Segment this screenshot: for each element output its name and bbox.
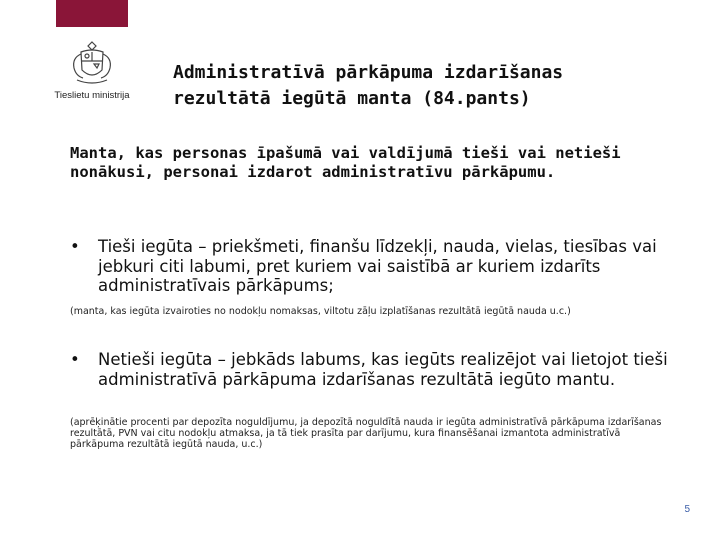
logo-caption: Tieslietu ministrija bbox=[54, 90, 130, 101]
intro-definition: Manta, kas personas īpašumā vai valdījumā tieši vai netieši nonākusi, personai izdarot administratīvu pārkāpumu. bbox=[70, 144, 621, 181]
brand-color-bar bbox=[56, 0, 128, 27]
title-line-1: Administratīvā pārkāpuma izdarīšanas bbox=[173, 62, 564, 83]
page-number: 5 bbox=[684, 504, 690, 515]
bullet-direct-text: Tieši iegūta – priekšmeti, finanšu līdzekļi, nauda, vielas, tiesības vai jebkuri citi labumi, pret kuriem vai saistībā ar kuriem izdarīts administratīvais pārkāpums; bbox=[98, 237, 657, 295]
bullet-indirect bbox=[70, 350, 690, 389]
bullet-indirect-note: (aprēķinātie procenti par depozīta noguldījumu, ja depozītā noguldītā nauda ir iegūta administratīvā pārkāpuma izdarīšanas rezultātā, PVN vai citu nodokļu atmaksa, ja tā tiek prasīta par darījumu, kura finansēšanai izmantota administratīvā pārkāpuma rezultātā iegūtā nauda, u.c.) bbox=[70, 417, 662, 450]
bullet-marker: • bbox=[70, 237, 80, 256]
page-title bbox=[173, 60, 693, 112]
bullet-direct-note: (manta, kas iegūta izvairoties no nodokļu nomaksas, viltotu zāļu izplatīšanas rezultātā iegūtā nauda u.c.) bbox=[70, 306, 571, 317]
title-line-2: rezultātā iegūtā manta (84.pants) bbox=[173, 88, 531, 109]
coat-of-arms-icon bbox=[67, 36, 117, 88]
bullet-indirect-text: Netieši iegūta – jebkāds labums, kas iegūts realizējot vai lietojot tieši administratīvā pārkāpuma izdarīšanas rezultātā iegūto mantu. bbox=[98, 350, 668, 389]
ministry-logo bbox=[44, 36, 140, 106]
bullet-marker: • bbox=[70, 350, 80, 369]
bullet-direct bbox=[70, 237, 690, 296]
